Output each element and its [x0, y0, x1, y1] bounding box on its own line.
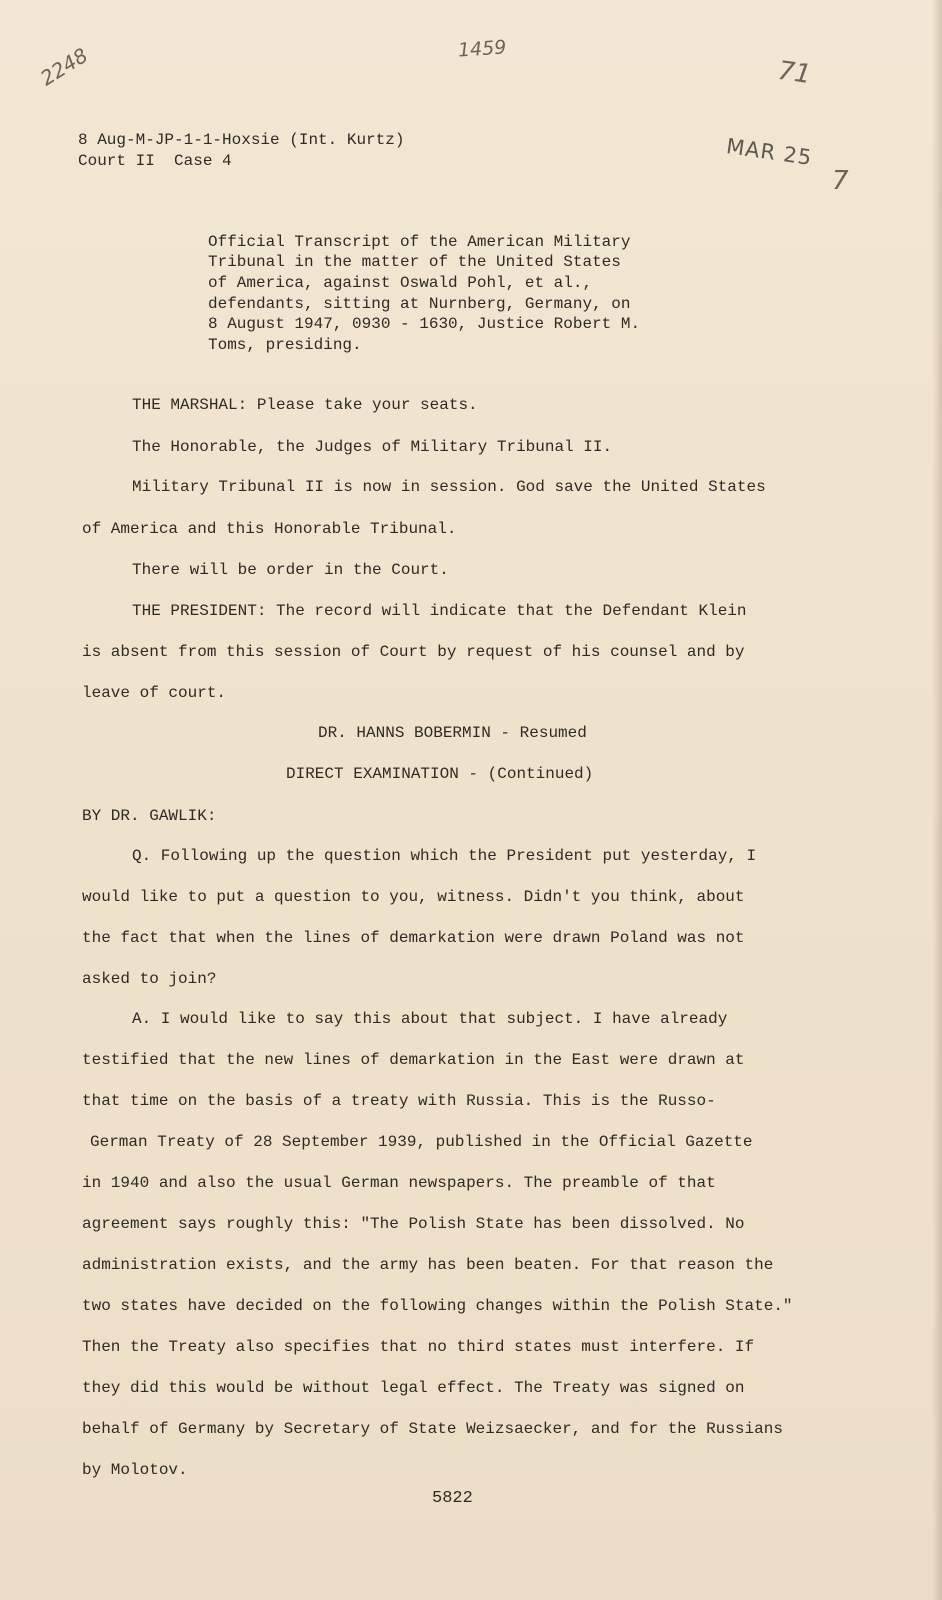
marshal-statement: THE MARSHAL: Please take your seats. [132, 396, 478, 414]
header-court-line: Court II Case 4 [78, 152, 232, 170]
corner-handwritten-number: 2248 [36, 43, 92, 91]
examiner-line: BY DR. GAWLIK: [82, 807, 217, 825]
body-line: administration exists, and the army has been beaten. For that reason the [82, 1256, 774, 1274]
page-edge-shadow [932, 0, 942, 1600]
body-line: asked to join? [82, 970, 217, 988]
caption-line: Toms, presiding. [208, 336, 362, 354]
body-line: testified that the new lines of demarkation in the East were drawn at [82, 1051, 745, 1069]
body-line: Then the Treaty also specifies that no third states must interfere. If [82, 1338, 755, 1356]
page-number: 5822 [432, 1489, 473, 1508]
top-handwritten-number: 1459 [457, 36, 508, 62]
president-statement: THE PRESIDENT: The record will indicate that the Defendant Klein [132, 602, 747, 620]
body-line: would like to put a question to you, witness. Didn't you think, about [82, 888, 745, 906]
date-stamp: MAR 25 [724, 134, 814, 170]
body-line: The Honorable, the Judges of Military Tribunal II. [132, 438, 613, 456]
body-line: by Molotov. [82, 1461, 188, 1479]
body-line: in 1940 and also the usual German newspapers. The preamble of that [82, 1174, 716, 1192]
caption-line: of America, against Oswald Pohl, et al., [208, 274, 593, 292]
body-line: of America and this Honorable Tribunal. [82, 520, 457, 538]
body-line: two states have decided on the following changes within the Polish State." [82, 1297, 793, 1315]
caption-line: 8 August 1947, 0930 - 1630, Justice Robert M. [208, 315, 641, 333]
body-line: There will be order in the Court. [132, 561, 449, 579]
caption-line: Official Transcript of the American Military [208, 233, 631, 251]
examination-heading: DIRECT EXAMINATION - (Continued) [286, 765, 594, 783]
answer-line: A. I would like to say this about that subject. I have already [132, 1010, 728, 1028]
witness-heading: DR. HANNS BOBERMIN - Resumed [318, 724, 587, 742]
body-line: agreement says roughly this: "The Polish State has been dissolved. No [82, 1215, 745, 1233]
body-line: German Treaty of 28 September 1939, published in the Official Gazette [90, 1133, 753, 1151]
caption-line: Tribunal in the matter of the United States [208, 253, 621, 271]
body-line: is absent from this session of Court by request of his counsel and by [82, 643, 745, 661]
body-line: leave of court. [82, 684, 227, 702]
body-line: Military Tribunal II is now in session. God save the United States [132, 478, 766, 496]
question-line: Q. Following up the question which the President put yesterday, I [132, 847, 757, 865]
body-line: behalf of Germany by Secretary of State Weizsaecker, and for the Russians [82, 1420, 783, 1438]
stamp-handwritten-mark: 7 [832, 166, 849, 196]
body-line: that time on the basis of a treaty with Russia. This is the Russo- [82, 1092, 716, 1110]
body-line: the fact that when the lines of demarkation were drawn Poland was not [82, 929, 745, 947]
body-line: they did this would be without legal effect. The Treaty was signed on [82, 1379, 745, 1397]
caption-line: defendants, sitting at Nurnberg, Germany, on [208, 295, 631, 313]
header-reference-line: 8 Aug-M-JP-1-1-Hoxsie (Int. Kurtz) [78, 131, 405, 149]
top-right-handwritten-mark: 71 [776, 55, 814, 91]
